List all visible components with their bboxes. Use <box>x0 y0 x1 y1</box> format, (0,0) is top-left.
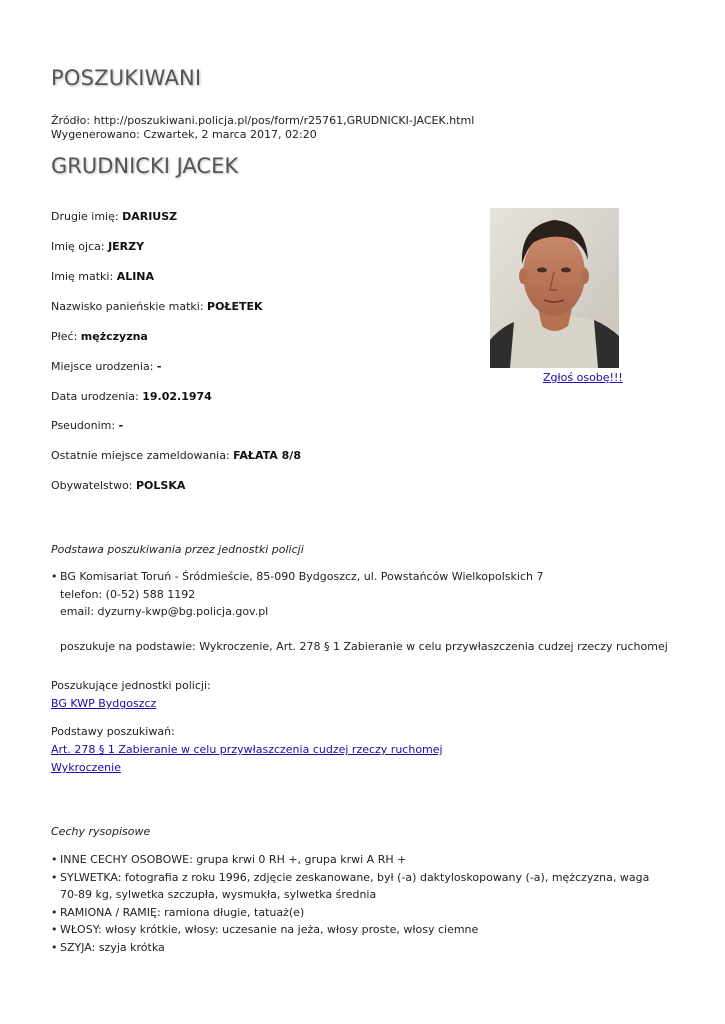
basis-unit-list <box>51 568 543 621</box>
field-last-address <box>51 449 301 462</box>
field-label: Nazwisko panieńskie matki: <box>51 300 208 313</box>
field-birthplace <box>51 360 161 373</box>
trait-item: • WŁOSY: włosy krótkie, włosy: uczesanie na jeża, włosy proste, włosy ciemne <box>51 921 651 939</box>
field-father-name <box>51 240 144 253</box>
field-birthdate <box>51 390 212 403</box>
unit-address: • BG Komisariat Toruń - Śródmieście, 85-090 Bydgoszcz, ul. Powstańców Wielkopolskich 7 <box>60 570 544 583</box>
field-value: - <box>118 419 124 432</box>
field-citizenship <box>51 479 185 492</box>
field-label: Obywatelstwo: <box>51 479 136 492</box>
document-meta <box>51 114 474 142</box>
traits-section-title: Cechy rysopisowe <box>51 825 151 838</box>
field-mother-name <box>51 270 154 283</box>
search-grounds-label: Podstawy poszukiwań: <box>51 725 175 738</box>
traits-list <box>51 851 651 956</box>
field-label: Płeć: <box>51 330 81 343</box>
field-label: Drugie imię: <box>51 210 123 223</box>
search-unit-link[interactable]: BG KWP Bydgoszcz <box>51 697 157 710</box>
field-value: ALINA <box>116 270 155 283</box>
field-second-name <box>51 210 177 223</box>
field-value: JERZY <box>108 240 145 253</box>
field-label: Ostatnie miejsce zameldowania: <box>51 449 234 462</box>
search-grounds-block <box>51 723 443 777</box>
field-mother-maiden-name <box>51 300 263 313</box>
report-person-link[interactable]: Zgłoś osobę!!! <box>543 371 623 384</box>
basis-section-title: Podstawa poszukiwania przez jednostki policji <box>51 543 304 556</box>
unit-phone: telefon: (0-52) 588 1192 <box>60 587 196 601</box>
trait-item: • INNE CECHY OSOBOWE: grupa krwi 0 RH +, grupa krwi A RH + <box>51 851 651 869</box>
field-sex <box>51 330 148 343</box>
person-photo-image <box>490 208 619 368</box>
offense-type-link[interactable]: Wykroczenie <box>51 761 121 774</box>
field-value: DARIUSZ <box>122 210 178 223</box>
source-url: http://poszukiwani.policja.pl/pos/form/r25761,GRUDNICKI-JACEK.html <box>93 114 475 127</box>
field-value: mężczyzna <box>80 330 148 343</box>
article-link[interactable]: Art. 278 § 1 Zabieranie w celu przywłaszczenia cudzej rzeczy ruchomej <box>51 743 443 756</box>
basis-unit-item <box>51 568 543 621</box>
source-label: Źródło: <box>51 114 91 127</box>
generated-label: Wygenerowano: <box>51 128 140 141</box>
search-units-block <box>51 677 211 713</box>
source-line <box>51 114 474 128</box>
person-photo <box>490 208 619 368</box>
field-nickname <box>51 419 123 432</box>
person-name: GRUDNICKI JACEK <box>51 154 239 178</box>
field-label: Miejsce urodzenia: <box>51 360 157 373</box>
search-units-label: Poszukujące jednostki policji: <box>51 679 211 692</box>
trait-item: • SYLWETKA: fotografia z roku 1996, zdjęcie zeskanowane, był (-a) daktyloskopowany (-a), mężczyzna, waga 70-89 kg, sylwetka szczupła, wysmukła, sylwetka średnia <box>51 869 651 904</box>
generated-value: Czwartek, 2 marca 2017, 02:20 <box>143 128 317 141</box>
field-value: POŁETEK <box>207 300 263 313</box>
generated-line <box>51 128 474 142</box>
field-label: Imię matki: <box>51 270 117 283</box>
field-value: 19.02.1974 <box>142 390 212 403</box>
field-label: Pseudonim: <box>51 419 119 432</box>
page-title: POSZUKIWANI <box>51 66 202 90</box>
unit-email: email: dyzurny-kwp@bg.policja.gov.pl <box>60 605 269 618</box>
field-label: Imię ojca: <box>51 240 109 253</box>
field-label: Data urodzenia: <box>51 390 143 403</box>
trait-item: • SZYJA: szyja krótka <box>51 939 651 957</box>
search-basis-text: poszukuje na podstawie: Wykroczenie, Art. 278 § 1 Zabieranie w celu przywłaszczenia cudzej rzeczy ruchomej <box>60 640 668 653</box>
field-value: - <box>156 360 162 373</box>
field-value: POLSKA <box>136 479 186 492</box>
field-value: FAŁATA 8/8 <box>233 449 301 462</box>
trait-item: • RAMIONA / RAMIĘ: ramiona długie, tatuaż(e) <box>51 904 651 922</box>
